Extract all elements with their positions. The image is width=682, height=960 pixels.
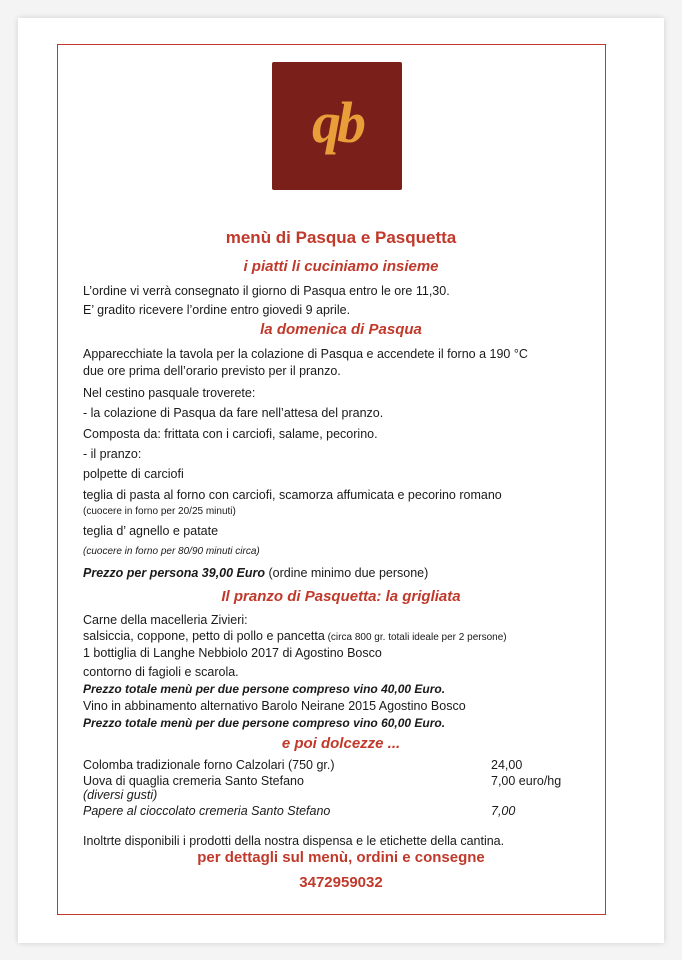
intro-line-2: E’ gradito ricevere l’ordine entro giovedi 9 aprile. [83, 303, 351, 317]
easter-line: Apparecchiate la tavola per la colazione di Pasqua e accendete il forno a 190 °C [83, 347, 528, 361]
easter-note: (cuocere in forno per 80/90 minuti circa) [83, 546, 260, 557]
dessert-price: 7,00 [491, 804, 516, 818]
easter-price-bold: Prezzo per persona 39,00 Euro [83, 566, 266, 580]
pasquetta-meat-note: (circa 800 gr. totali ideale per 2 persone) [324, 632, 507, 643]
menu-subtitle: i piatti li cuciniamo insieme [243, 258, 439, 275]
easter-line: - la colazione di Pasqua da fare nell’attesa del pranzo. [83, 406, 384, 420]
footer-note: Inoltrte disponibili i prodotti della nostra dispensa e le etichette della cantina. [83, 834, 505, 848]
easter-line: due ore prima dell’orario previsto per il pranzo. [83, 364, 341, 378]
easter-line: Nel cestino pasquale troverete: [83, 386, 256, 400]
menu-title: menù di Pasqua e Pasquetta [225, 228, 457, 247]
pasquetta-price-1: Prezzo totale menù per due persone compreso vino 40,00 Euro. [83, 682, 446, 696]
pasquetta-line: 1 bottiglia di Langhe Nebbiolo 2017 di Agostino Bosco [83, 646, 382, 660]
dessert-item: (diversi gusti) [83, 788, 158, 802]
easter-line: teglia di pasta al forno con carciofi, scamorza affumicata e pecorino romano [83, 488, 502, 502]
pasquetta-line [83, 629, 507, 645]
contact-heading: per dettagli sul menù, ordini e consegne [197, 849, 485, 866]
pasquetta-line: contorno di fagioli e scarola. [83, 665, 239, 679]
easter-heading: la domenica di Pasqua [260, 321, 422, 338]
easter-line: Composta da: frittata con i carciofi, salame, pecorino. [83, 427, 378, 441]
pasquetta-line: Carne della macelleria Zivieri: [83, 613, 248, 627]
dessert-price: 24,00 [491, 758, 523, 772]
easter-line: polpette di carciofi [83, 467, 184, 481]
easter-note: (cuocere in forno per 20/25 minuti) [83, 506, 236, 517]
easter-price-note: (ordine minimo due persone) [265, 566, 429, 580]
logo-text: qb [312, 89, 362, 155]
pasquetta-meat: salsiccia, coppone, petto di pollo e pancetta [83, 629, 325, 643]
easter-price [83, 566, 428, 580]
dessert-price: 7,00 euro/hg [491, 774, 562, 788]
easter-line: - il pranzo: [83, 447, 142, 461]
pasquetta-heading: Il pranzo di Pasquetta: la grigliata [221, 588, 461, 605]
pasquetta-price-2: Prezzo totale menù per due persone compreso vino 60,00 Euro. [83, 716, 446, 730]
dessert-item: Papere al cioccolato cremeria Santo Stefano [83, 804, 331, 818]
qb-logo [272, 62, 402, 190]
easter-line: teglia d’ agnello e patate [83, 524, 219, 538]
desserts-heading: e poi dolcezze ... [281, 735, 401, 752]
intro-line-1: L’ordine vi verrà consegnato il giorno di Pasqua entro le ore 11,30. [83, 284, 450, 298]
dessert-item: Colomba tradizionale forno Calzolari (750 gr.) [83, 758, 335, 772]
pasquetta-line: Vino in abbinamento alternativo Barolo Neirane 2015 Agostino Bosco [83, 699, 466, 713]
dessert-item: Uova di quaglia cremeria Santo Stefano [83, 774, 304, 788]
phone-number[interactable]: 3472959032 [299, 874, 383, 891]
